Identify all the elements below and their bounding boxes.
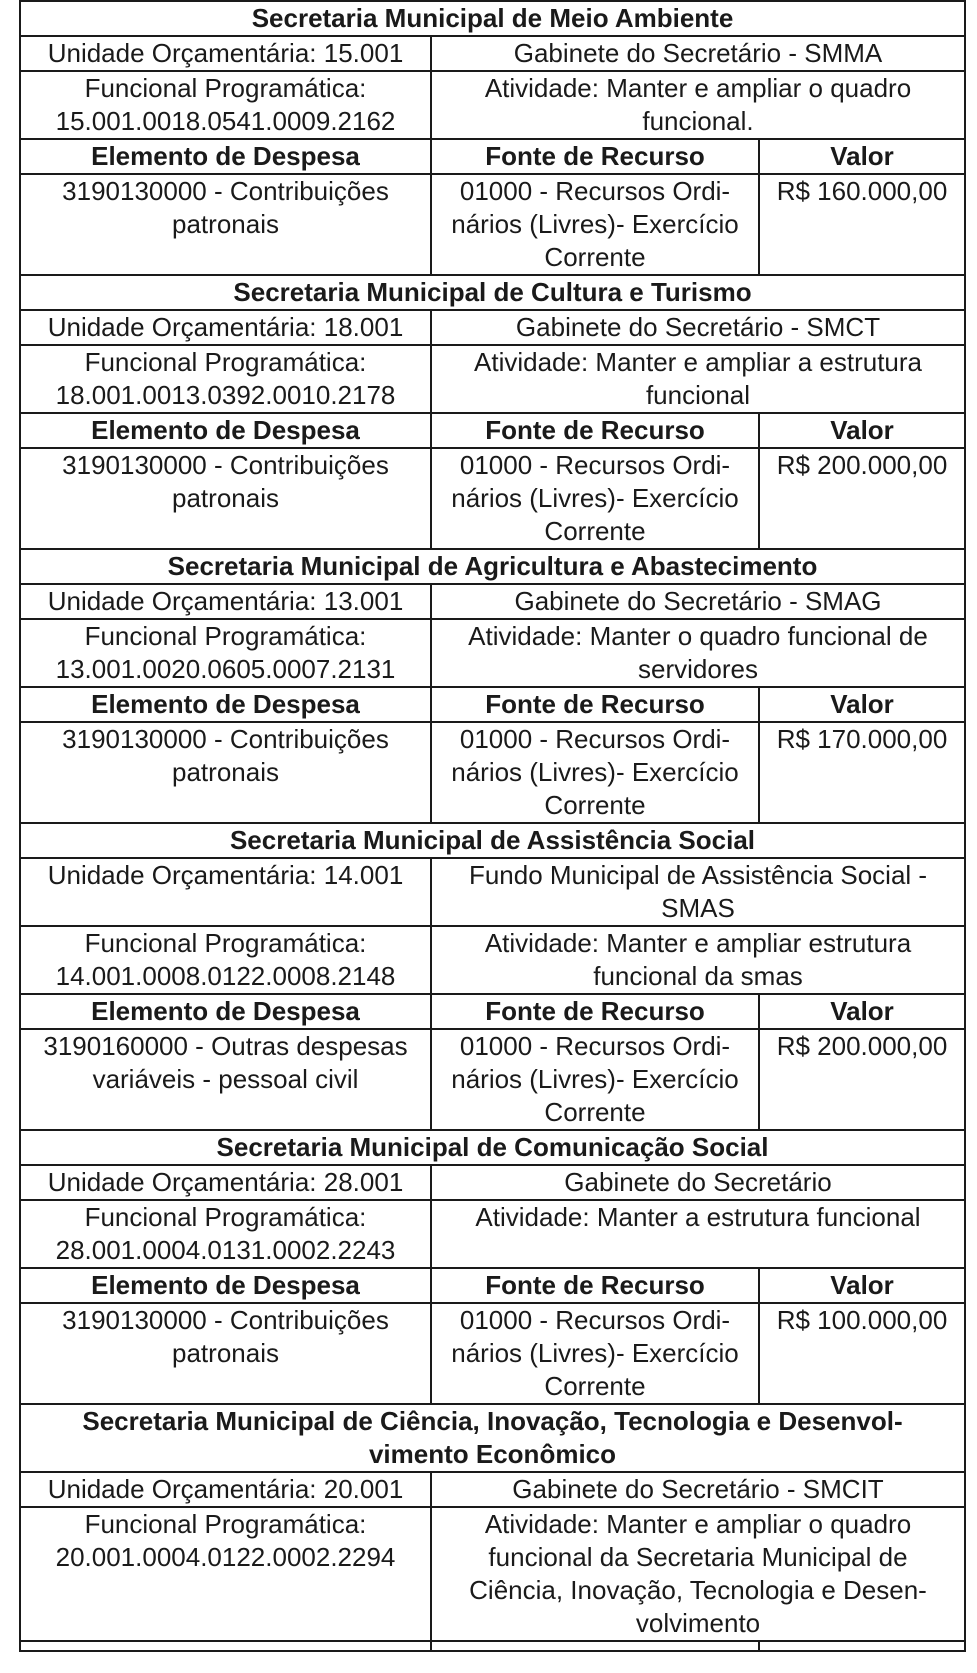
elemento-despesa bbox=[20, 722, 431, 823]
valor-header bbox=[759, 994, 965, 1029]
text-line: nários (Livres)- Exercício bbox=[451, 1064, 739, 1094]
gabinete bbox=[431, 858, 965, 926]
funcional-programatica bbox=[20, 345, 431, 413]
funcional-programatica bbox=[20, 1507, 431, 1641]
column-header-row bbox=[20, 687, 965, 722]
elemento-despesa bbox=[20, 174, 431, 275]
text-line: volvimento bbox=[635, 1608, 761, 1638]
text-line: Corrente bbox=[544, 242, 646, 272]
valor-header bbox=[759, 687, 965, 722]
text-line: Secretaria Municipal de Ciência, Inovação, Tecnologia e Desenvol- bbox=[82, 1406, 903, 1436]
text-line: Secretaria Municipal de Comunicação Social bbox=[216, 1132, 769, 1162]
text-line: patronais bbox=[172, 483, 279, 513]
funcional-label: Funcional Programática: bbox=[84, 1202, 367, 1232]
fonte-recurso bbox=[431, 1029, 759, 1130]
header-label: Elemento de Despesa bbox=[91, 1270, 360, 1300]
text-line: Corrente bbox=[544, 790, 646, 820]
unidade-label: Unidade Orçamentária: bbox=[47, 312, 317, 342]
header-label: Elemento de Despesa bbox=[91, 141, 360, 171]
section-title bbox=[20, 1404, 965, 1472]
text-line: 01000 - Recursos Ordi- bbox=[459, 724, 731, 754]
header-label: Fonte de Recurso bbox=[485, 689, 705, 719]
text-line: Corrente bbox=[544, 1371, 646, 1401]
expense-row bbox=[20, 174, 965, 275]
unidade-code: 28.001 bbox=[323, 1167, 404, 1197]
elemento-header bbox=[20, 139, 431, 174]
atividade bbox=[431, 71, 965, 139]
unidade-orcamentaria bbox=[20, 858, 431, 926]
valor bbox=[759, 174, 965, 275]
unidade-line bbox=[24, 1166, 427, 1199]
fonte-recurso bbox=[431, 1303, 759, 1404]
valor-amount: R$ 200.000,00 bbox=[776, 450, 948, 480]
unidade-line bbox=[24, 585, 427, 618]
atividade bbox=[431, 1507, 965, 1641]
section-title-row bbox=[20, 549, 965, 584]
funcional-row bbox=[20, 1507, 965, 1641]
unidade-code: 18.001 bbox=[323, 312, 404, 342]
text-line: funcional bbox=[645, 380, 751, 410]
text-line: 3190160000 - Outras despesas bbox=[43, 1031, 408, 1061]
fonte-recurso bbox=[431, 448, 759, 549]
unidade-label: Unidade Orçamentária: bbox=[47, 586, 317, 616]
funcional-label: Funcional Programática: bbox=[84, 1509, 367, 1539]
valor-amount: R$ 200.000,00 bbox=[776, 1031, 948, 1061]
unidade-label: Unidade Orçamentária: bbox=[47, 1474, 317, 1504]
funcional-code: 14.001.0008.0122.0008.2148 bbox=[55, 961, 396, 991]
elemento-despesa bbox=[20, 1029, 431, 1130]
header-label: Elemento de Despesa bbox=[91, 996, 360, 1026]
unidade-row bbox=[20, 584, 965, 619]
funcional-row bbox=[20, 619, 965, 687]
unidade-code: 20.001 bbox=[323, 1474, 404, 1504]
text-line: Gabinete do Secretário - SMCT bbox=[515, 312, 881, 342]
unidade-orcamentaria bbox=[20, 1472, 431, 1507]
text-line: Gabinete do Secretário bbox=[564, 1167, 832, 1197]
expense-row bbox=[20, 448, 965, 549]
text-line: Secretaria Municipal de Meio Ambiente bbox=[251, 3, 734, 33]
funcional-code: 13.001.0020.0605.0007.2131 bbox=[55, 654, 396, 684]
text-line: Atividade: Manter e ampliar estrutura bbox=[484, 928, 912, 958]
funcional-code: 20.001.0004.0122.0002.2294 bbox=[55, 1542, 396, 1572]
unidade-row bbox=[20, 36, 965, 71]
text-line: nários (Livres)- Exercício bbox=[451, 1338, 739, 1368]
funcional-code: 15.001.0018.0541.0009.2162 bbox=[55, 106, 396, 136]
header-label: Fonte de Recurso bbox=[485, 1270, 705, 1300]
funcional-code: 18.001.0013.0392.0010.2178 bbox=[55, 380, 396, 410]
valor-header bbox=[759, 139, 965, 174]
text-line: Secretaria Municipal de Agricultura e Abastecimento bbox=[167, 551, 818, 581]
unidade-orcamentaria bbox=[20, 1165, 431, 1200]
funcional-row bbox=[20, 1200, 965, 1268]
header-label: Valor bbox=[830, 415, 894, 445]
unidade-row bbox=[20, 858, 965, 926]
unidade-line bbox=[24, 37, 427, 70]
column-header-row bbox=[20, 994, 965, 1029]
text-line: Fundo Municipal de Assistência Social - bbox=[468, 860, 928, 890]
funcional-label: Funcional Programática: bbox=[84, 73, 367, 103]
column-header-row bbox=[20, 139, 965, 174]
valor-amount: R$ 100.000,00 bbox=[776, 1305, 948, 1335]
funcional-row bbox=[20, 71, 965, 139]
section-title-row bbox=[20, 1, 965, 36]
unidade-orcamentaria bbox=[20, 310, 431, 345]
header-label: Elemento de Despesa bbox=[91, 689, 360, 719]
text-line: 3190130000 - Contribuições bbox=[62, 450, 389, 480]
section-title bbox=[20, 549, 965, 584]
unidade-code: 14.001 bbox=[323, 860, 404, 890]
text-line: Atividade: Manter e ampliar a estrutura bbox=[474, 347, 922, 377]
budget-allocation-table bbox=[19, 0, 966, 1652]
expense-row bbox=[20, 1029, 965, 1130]
text-line: Gabinete do Secretário - SMMA bbox=[513, 38, 883, 68]
funcional-row bbox=[20, 345, 965, 413]
valor bbox=[759, 722, 965, 823]
elemento-header bbox=[20, 687, 431, 722]
text-line: 01000 - Recursos Ordi- bbox=[459, 1031, 731, 1061]
text-line: SMAS bbox=[661, 893, 735, 923]
text-line: Atividade: Manter e ampliar o quadro bbox=[484, 1509, 912, 1539]
header-label: Valor bbox=[830, 1270, 894, 1300]
atividade bbox=[431, 619, 965, 687]
unidade-line bbox=[24, 311, 427, 344]
text-line: funcional. bbox=[642, 106, 754, 136]
atividade bbox=[431, 345, 965, 413]
section-title-row bbox=[20, 1404, 965, 1472]
funcional-programatica bbox=[20, 926, 431, 994]
text-line: patronais bbox=[172, 1338, 279, 1368]
valor bbox=[759, 448, 965, 549]
text-line: 01000 - Recursos Ordi- bbox=[459, 450, 731, 480]
text-line: 3190130000 - Contribuições bbox=[62, 1305, 389, 1335]
text-line: servidores bbox=[638, 654, 758, 684]
valor-amount: R$ 160.000,00 bbox=[776, 176, 948, 206]
text-line: 3190130000 - Contribuições bbox=[62, 724, 389, 754]
unidade-line bbox=[24, 1473, 427, 1506]
gabinete bbox=[431, 584, 965, 619]
valor-header bbox=[759, 413, 965, 448]
funcional-programatica bbox=[20, 71, 431, 139]
unidade-label: Unidade Orçamentária: bbox=[47, 1167, 317, 1197]
funcional-row bbox=[20, 926, 965, 994]
text-line: nários (Livres)- Exercício bbox=[451, 757, 739, 787]
valor bbox=[759, 1303, 965, 1404]
atividade bbox=[431, 926, 965, 994]
text-line: 3190130000 - Contribuições bbox=[62, 176, 389, 206]
column-header-row bbox=[20, 1268, 965, 1303]
funcional-programatica bbox=[20, 619, 431, 687]
fonte-header bbox=[431, 687, 759, 722]
expense-row bbox=[20, 722, 965, 823]
elemento-header bbox=[20, 1268, 431, 1303]
header-label: Fonte de Recurso bbox=[485, 141, 705, 171]
text-line: nários (Livres)- Exercício bbox=[451, 209, 739, 239]
gabinete bbox=[431, 1472, 965, 1507]
funcional-label: Funcional Programática: bbox=[84, 928, 367, 958]
section-title bbox=[20, 275, 965, 310]
section-title-row bbox=[20, 275, 965, 310]
text-line: Atividade: Manter o quadro funcional de bbox=[468, 621, 928, 651]
fonte-header bbox=[431, 1641, 759, 1651]
unidade-code: 13.001 bbox=[323, 586, 404, 616]
fonte-header bbox=[431, 413, 759, 448]
fonte-header bbox=[431, 1268, 759, 1303]
text-line: Atividade: Manter a estrutura funcional bbox=[475, 1202, 921, 1232]
section-title bbox=[20, 823, 965, 858]
fonte-header bbox=[431, 994, 759, 1029]
unidade-label: Unidade Orçamentária: bbox=[47, 38, 317, 68]
unidade-line bbox=[24, 859, 427, 892]
section-title-row bbox=[20, 1130, 965, 1165]
column-header-row bbox=[20, 413, 965, 448]
unidade-row bbox=[20, 1472, 965, 1507]
section-title bbox=[20, 1, 965, 36]
fonte-recurso bbox=[431, 174, 759, 275]
funcional-code: 28.001.0004.0131.0002.2243 bbox=[55, 1235, 396, 1265]
valor-header bbox=[759, 1268, 965, 1303]
header-label: Fonte de Recurso bbox=[485, 415, 705, 445]
text-line: funcional da Secretaria Municipal de bbox=[488, 1542, 908, 1572]
text-line: Secretaria Municipal de Assistência Social bbox=[229, 825, 756, 855]
section-title-row bbox=[20, 823, 965, 858]
funcional-label: Funcional Programática: bbox=[84, 347, 367, 377]
text-line: Gabinete do Secretário - SMAG bbox=[514, 586, 882, 616]
section-title bbox=[20, 1130, 965, 1165]
unidade-orcamentaria bbox=[20, 36, 431, 71]
unidade-label: Unidade Orçamentária: bbox=[47, 860, 317, 890]
text-line: patronais bbox=[172, 209, 279, 239]
unidade-row bbox=[20, 1165, 965, 1200]
fonte-header bbox=[431, 139, 759, 174]
gabinete bbox=[431, 36, 965, 71]
text-line: Secretaria Municipal de Cultura e Turismo bbox=[233, 277, 752, 307]
elemento-despesa bbox=[20, 1303, 431, 1404]
text-line: 01000 - Recursos Ordi- bbox=[459, 176, 731, 206]
text-line: patronais bbox=[172, 757, 279, 787]
elemento-header bbox=[20, 413, 431, 448]
gabinete bbox=[431, 1165, 965, 1200]
text-line: 01000 - Recursos Ordi- bbox=[459, 1305, 731, 1335]
text-line: vimento Econômico bbox=[368, 1439, 617, 1469]
text-line: Gabinete do Secretário - SMCIT bbox=[512, 1474, 884, 1504]
elemento-header bbox=[20, 994, 431, 1029]
text-line: variáveis - pessoal civil bbox=[92, 1064, 359, 1094]
text-line: Corrente bbox=[544, 1097, 646, 1127]
unidade-orcamentaria bbox=[20, 584, 431, 619]
funcional-programatica bbox=[20, 1200, 431, 1268]
unidade-row bbox=[20, 310, 965, 345]
column-header-row bbox=[20, 1641, 965, 1651]
text-line: Ciência, Inovação, Tecnologia e Desen- bbox=[469, 1575, 927, 1605]
text-line: nários (Livres)- Exercício bbox=[451, 483, 739, 513]
unidade-code: 15.001 bbox=[323, 38, 404, 68]
valor-header bbox=[759, 1641, 965, 1651]
text-line: Corrente bbox=[544, 516, 646, 546]
elemento-despesa bbox=[20, 448, 431, 549]
funcional-label: Funcional Programática: bbox=[84, 621, 367, 651]
header-label: Elemento de Despesa bbox=[91, 415, 360, 445]
valor bbox=[759, 1029, 965, 1130]
fonte-recurso bbox=[431, 722, 759, 823]
header-label: Valor bbox=[830, 996, 894, 1026]
atividade bbox=[431, 1200, 965, 1268]
header-label: Valor bbox=[830, 689, 894, 719]
gabinete bbox=[431, 310, 965, 345]
text-line: Atividade: Manter e ampliar o quadro bbox=[484, 73, 912, 103]
valor-amount: R$ 170.000,00 bbox=[776, 724, 948, 754]
elemento-header bbox=[20, 1641, 431, 1651]
expense-row bbox=[20, 1303, 965, 1404]
text-line: funcional da smas bbox=[593, 961, 803, 991]
header-label: Valor bbox=[830, 141, 894, 171]
header-label: Fonte de Recurso bbox=[485, 996, 705, 1026]
